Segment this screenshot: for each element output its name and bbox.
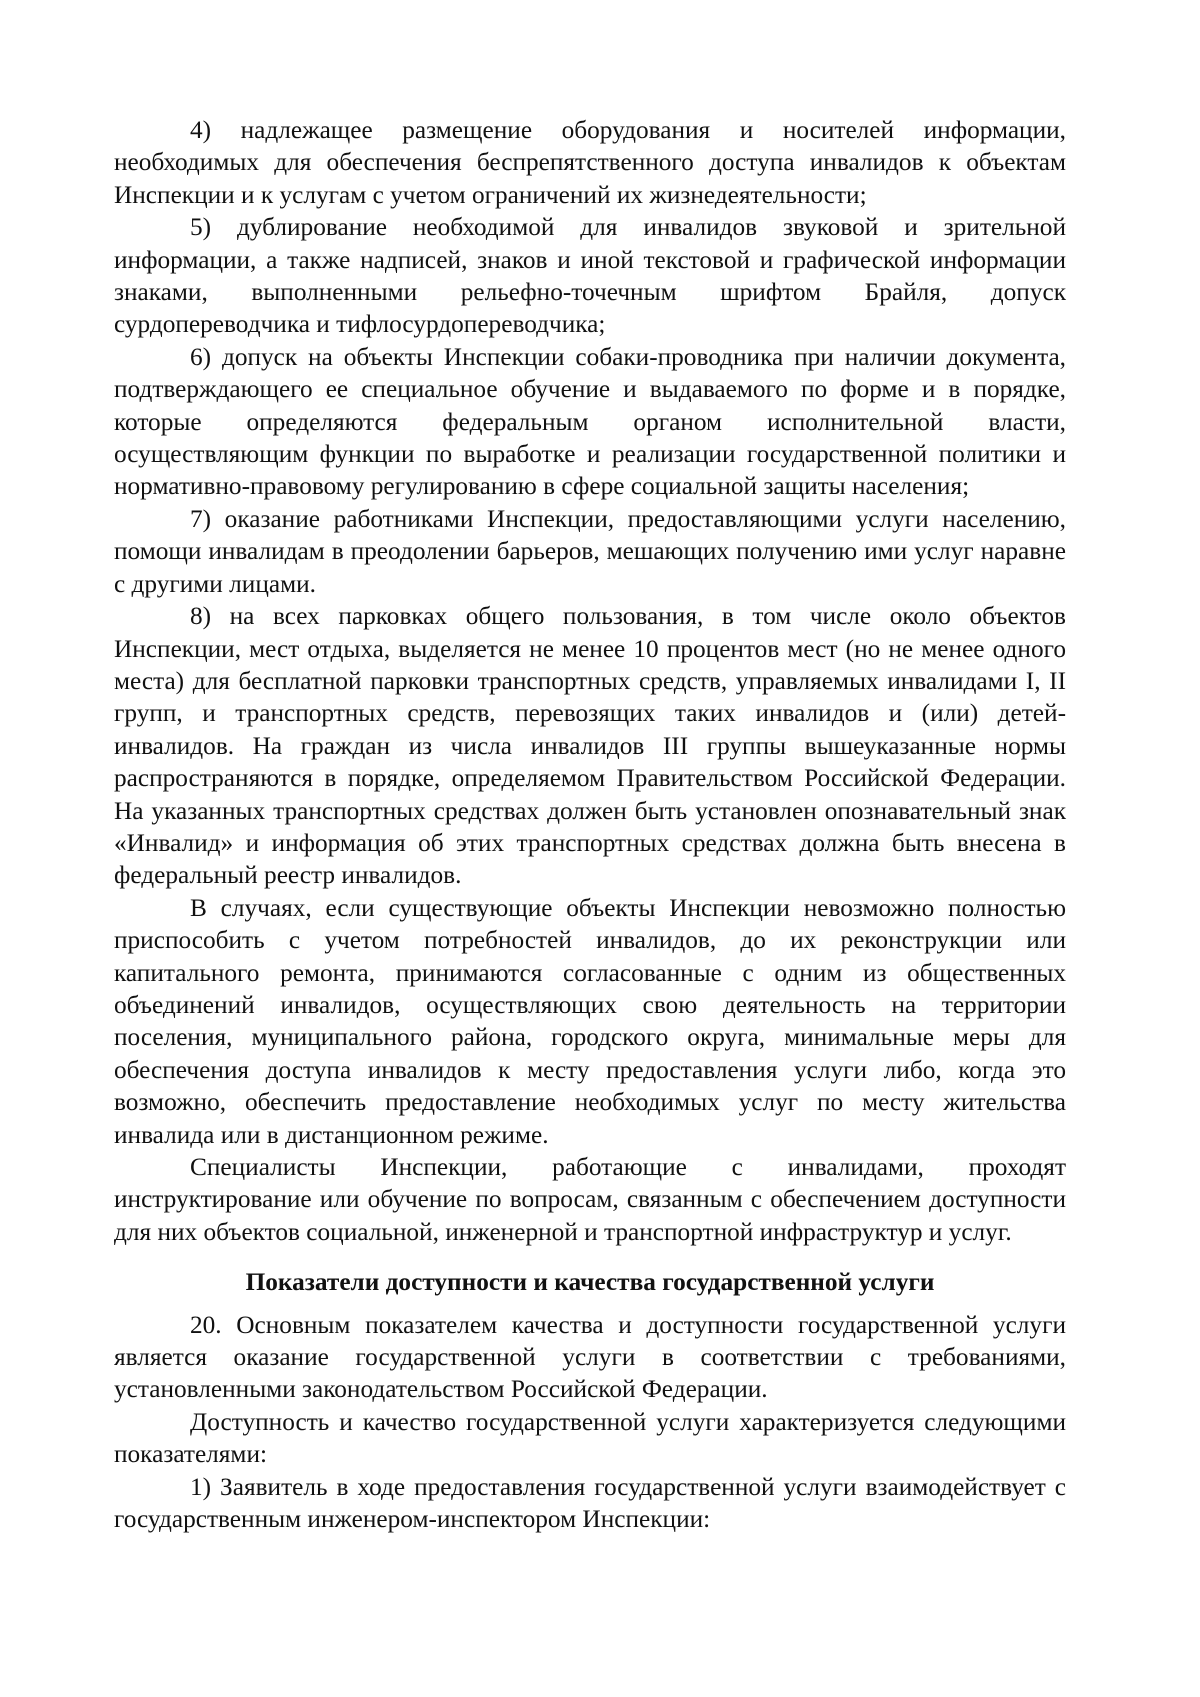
paragraph-20: 20. Основным показателем качества и доступности государственной услуги является оказание государственной услуги в соответствии с требованиями, установленными законодательством Российской Федерации. xyxy=(114,1310,1066,1404)
document-body xyxy=(114,114,1066,1535)
paragraph-item-8: 8) на всех парковках общего пользования, в том числе около объектов Инспекции, мест отдыха, выделяется не менее 10 процентов мест (но не менее одного места) для бесплатной парковки транспортных средств, управляемых инвалидами I, II групп, и транспортных средств, перевозящих таких инвалидов и (или) детей-инвалидов. На граждан из числа инвалидов III группы вышеуказанные нормы распространяются в порядке, определяемом Правительством Российской Федерации. На указанных транспортных средствах должен быть установлен опознавательный знак «Инвалид» и информация об этих транспортных средствах должна быть внесена в федеральный реестр инвалидов. xyxy=(114,602,1066,890)
paragraph-item-7: 7) оказание работниками Инспекции, предоставляющими услуги населению, помощи инвалидам в преодолении барьеров, мешающих получению ими услуг наравне с другими лицами. xyxy=(114,504,1066,598)
paragraph-item-6: 6) допуск на объекты Инспекции собаки-проводника при наличии документа, подтверждающего ее специальное обучение и выдаваемого по форме и в порядке, которые определяются федеральным органом исполнительной власти, осуществляющим функции по выработке и реализации государственной политики и нормативно-правовому регулированию в сфере социальной защиты населения; xyxy=(114,342,1066,501)
paragraph-item-5: 5) дублирование необходимой для инвалидов звуковой и зрительной информации, а также надписей, знаков и иной текстовой и графической информации знаками, выполненными рельефно-точечным шрифтом Брайля, допуск сурдопереводчика и тифлосурдопереводчика; xyxy=(114,213,1066,339)
section-heading: Показатели доступности и качества государственной услуги xyxy=(245,1268,935,1297)
paragraph-indicator-1: 1) Заявитель в ходе предоставления государственной услуги взаимодействует с государственным инженером-инспектором Инспекции: xyxy=(114,1472,1066,1534)
paragraph-indicators: Доступность и качество государственной услуги характеризуется следующими показателями: xyxy=(114,1407,1066,1469)
paragraph-specialists: Специалисты Инспекции, работающие с инвалидами, проходят инструктирование или обучение по вопросам, связанным с обеспечением доступности для них объектов социальной, инженерной и транспортной инфраструктур и услуг. xyxy=(114,1153,1066,1246)
paragraph-adaptation: В случаях, если существующие объекты Инспекции невозможно полностью приспособить с учетом потребностей инвалидов, до их реконструкции или капитального ремонта, принимаются согласованные с одним из общественных объединений инвалидов, осуществляющих свою деятельность на территории поселения, муниципального района, городского округа, минимальные меры для обеспечения доступа инвалидов к месту предоставления услуги либо, когда это возможно, обеспечить предоставление необходимых услуг по месту жительства инвалида или в дистанционном режиме. xyxy=(114,893,1066,1149)
paragraph-item-4: 4) надлежащее размещение оборудования и носителей информации, необходимых для обеспечения беспрепятственного доступа инвалидов к объектам Инспекции и к услугам с учетом ограничений их жизнедеятельности; xyxy=(114,116,1066,209)
